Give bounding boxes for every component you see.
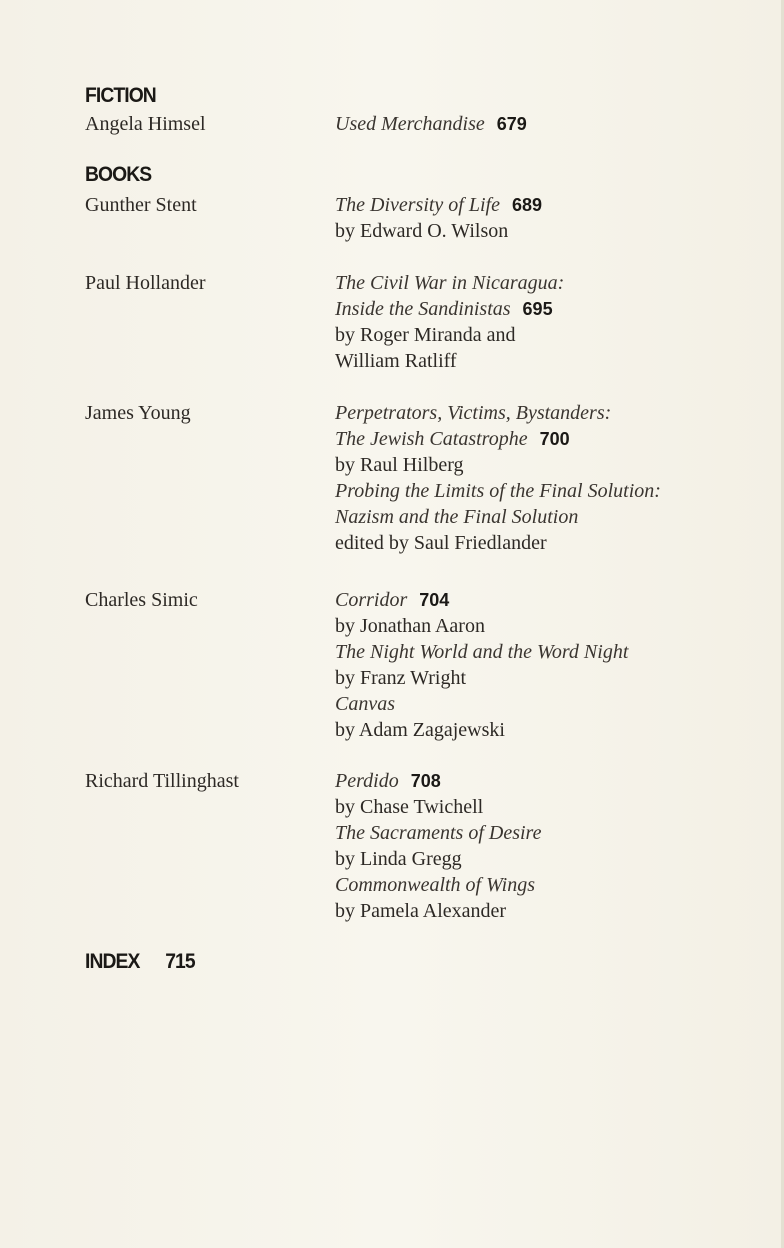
book-author-credit: William Ratliff — [335, 350, 457, 372]
book-reviewer: James Young — [85, 402, 191, 424]
book-title: Perpetrators, Victims, Bystanders: — [335, 402, 612, 424]
book-entry-line — [335, 717, 775, 743]
book-reviewer: Paul Hollander — [85, 272, 206, 294]
book-title: Canvas — [335, 693, 395, 715]
book-entry-line — [335, 898, 775, 924]
book-entry-line — [335, 872, 775, 898]
section-heading-books: BOOKS — [85, 163, 152, 186]
book-entry-line — [335, 613, 775, 639]
book-page-number: 708 — [410, 771, 441, 791]
book-title: Perdido — [335, 770, 399, 792]
book-entry-line — [335, 348, 775, 374]
book-entry-line — [335, 691, 775, 717]
book-entry-line — [335, 530, 775, 556]
index-page-number: 715 — [165, 950, 195, 973]
book-author-credit: by Linda Gregg — [335, 848, 462, 870]
fiction-title: Used Merchandise — [335, 113, 485, 135]
book-entry-line — [335, 192, 775, 218]
book-title: The Civil War in Nicaragua: — [335, 272, 565, 294]
book-title: The Jewish Catastrophe — [335, 428, 528, 450]
book-entry-line — [335, 452, 775, 478]
book-title: The Sacraments of Desire — [335, 822, 542, 844]
book-entry-line — [335, 296, 775, 322]
book-entry-line — [335, 768, 775, 794]
section-heading-fiction: FICTION — [85, 84, 156, 107]
book-entry — [335, 768, 775, 924]
book-entry-line — [335, 478, 775, 504]
fiction-entry — [335, 111, 775, 137]
book-author-credit: by Jonathan Aaron — [335, 615, 485, 637]
fiction-author: Angela Himsel — [85, 113, 206, 135]
book-entry-line — [335, 504, 775, 530]
book-title: Inside the Sandinistas — [335, 298, 511, 320]
book-entry — [335, 270, 775, 374]
book-author-credit: by Franz Wright — [335, 667, 467, 689]
book-entry — [335, 400, 775, 556]
book-author-credit: by Pamela Alexander — [335, 900, 507, 922]
book-author-credit: by Raul Hilberg — [335, 454, 464, 476]
book-title: Probing the Limits of the Final Solution: — [335, 480, 661, 502]
book-entry — [335, 587, 775, 743]
book-entry-line — [335, 400, 775, 426]
book-page-number: 704 — [419, 590, 450, 610]
book-page-number: 695 — [522, 299, 553, 319]
book-author-credit: by Adam Zagajewski — [335, 719, 505, 741]
book-entry — [335, 192, 775, 244]
book-title: Commonwealth of Wings — [335, 874, 536, 896]
book-entry-line — [335, 270, 775, 296]
book-title: The Night World and the Word Night — [335, 641, 629, 663]
index-line — [85, 950, 195, 974]
book-entry-line — [335, 794, 775, 820]
book-reviewer: Richard Tillinghast — [85, 770, 239, 792]
book-entry-line — [335, 820, 775, 846]
book-entry-line — [335, 639, 775, 665]
book-author-credit: edited by Saul Friedlander — [335, 532, 547, 554]
book-reviewer: Gunther Stent — [85, 194, 197, 216]
book-author-credit: by Edward O. Wilson — [335, 220, 509, 242]
book-entry-line — [335, 665, 775, 691]
book-page-number: 700 — [539, 429, 570, 449]
book-entry-line — [335, 587, 775, 613]
book-title: Corridor — [335, 589, 408, 611]
book-entry-line — [335, 846, 775, 872]
book-author-credit: by Roger Miranda and — [335, 324, 516, 346]
book-title: The Diversity of Life — [335, 194, 500, 216]
book-page-number: 689 — [511, 195, 543, 215]
fiction-page-number: 679 — [496, 114, 527, 134]
book-title: Nazism and the Final Solution — [335, 506, 579, 528]
book-entry-line — [335, 426, 775, 452]
index-heading: INDEX — [85, 950, 140, 973]
book-reviewer: Charles Simic — [85, 589, 198, 611]
book-entry-line — [335, 322, 775, 348]
book-author-credit: by Chase Twichell — [335, 796, 484, 818]
book-entry-line — [335, 218, 775, 244]
